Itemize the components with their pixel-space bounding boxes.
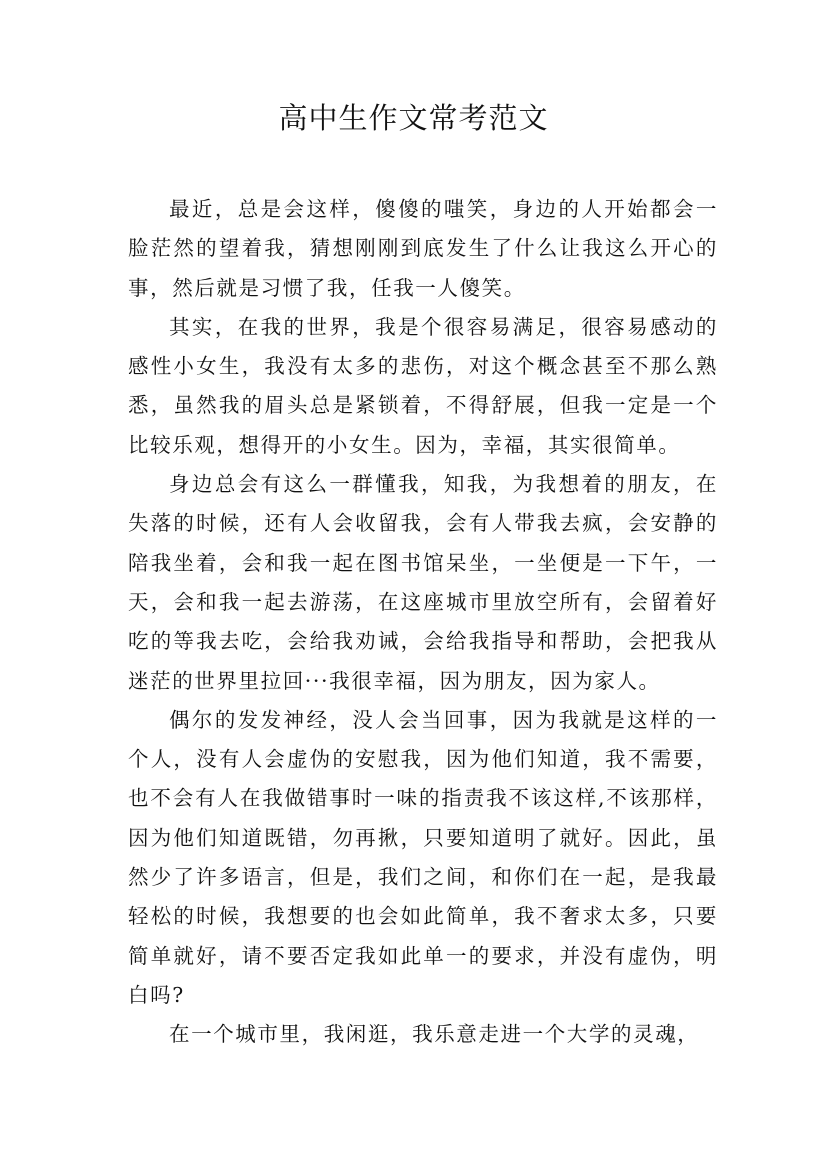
paragraph-5: 在一个城市里，我闲逛，我乐意走进一个大学的灵魂， [169, 1022, 700, 1047]
document-body [128, 190, 718, 1055]
paragraph-1: 最近，总是会这样，傻傻的嗤笑，身边的人开始都会一脸茫然的望着我，猜想刚刚到底发生了什么让我这么开心的事，然后就是习惯了我，任我一人傻笑。 [128, 197, 718, 300]
paragraph-2: 其实，在我的世界，我是个很容易满足，很容易感动的感性小女生，我没有太多的悲伤，对这个概念甚至不那么熟悉，虽然我的眉头总是紧锁着，不得舒展，但我一定是一个比较乐观，想得开的小女生。因为，幸福，其实很简单。 [128, 314, 718, 457]
document-title: 高中生作文常考范文 [278, 101, 549, 135]
paragraph-4: 偶尔的发发神经，没人会当回事，因为我就是这样的一个人，没有人会虚伪的安慰我，因为他们知道，我不需要，也不会有人在我做错事时一味的指责我不该这样,不该那样，因为他们知道既错，勿再揪，只要知道明了就好。因此，虽然少了许多语言，但是，我们之间，和你们在一起，是我最轻松的时候，我想要的也会如此简单，我不奢求太多，只要简单就好，请不要否定我如此单一的要求，并没有虚伪，明白吗? [128, 707, 718, 1007]
paragraph-3: 身边总会有这么一群懂我，知我，为我想着的朋友，在失落的时候，还有人会收留我，会有人带我去疯，会安静的陪我坐着，会和我一起在图书馆呆坐，一坐便是一下午，一天，会和我一起去游荡，在这座城市里放空所有，会留着好吃的等我去吃，会给我劝诫，会给我指导和帮助，会把我从迷茫的世界里拉回···我很幸福，因为朋友，因为家人。 [128, 472, 718, 693]
